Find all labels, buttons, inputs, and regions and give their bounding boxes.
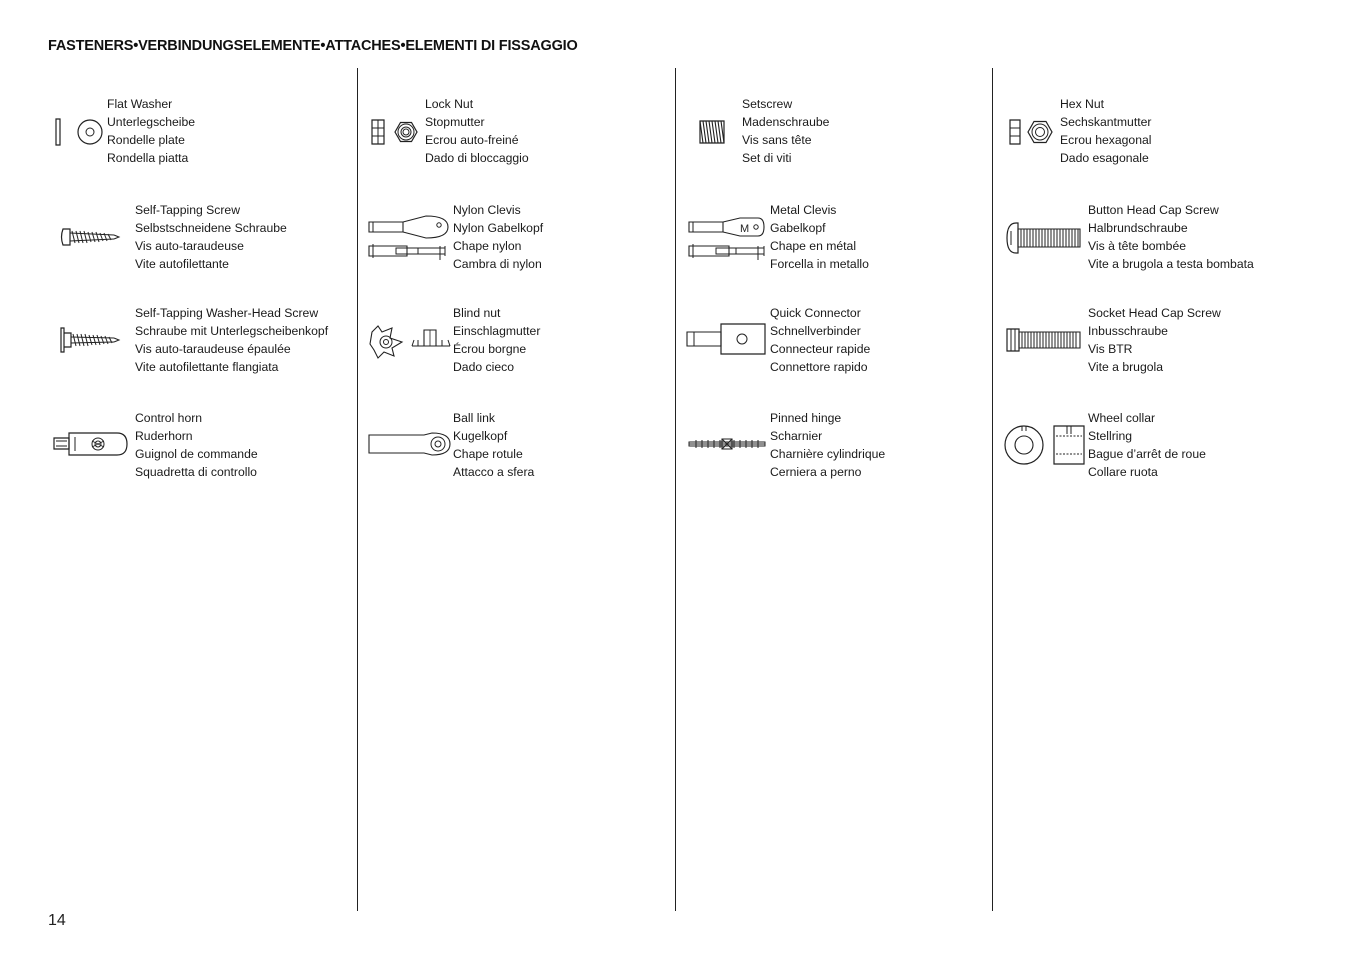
label-de: Stellring [1088,429,1133,443]
fastener-item-self-tapping-screw [48,201,348,277]
flat-washer-icon [54,117,104,147]
fastener-item-blind-nut [366,304,666,380]
label-it: Dado di bloccaggio [425,151,529,165]
fastener-item-washer-head-screw [48,304,348,380]
label-it: Attacco a sfera [453,465,535,479]
fastener-item-quick-connector [684,304,984,380]
label-en: Nylon Clevis [453,203,521,217]
label-it: Vite autofilettante flangiata [135,360,279,374]
label-fr: Écrou borgne [453,342,527,356]
fastener-item-ball-link [366,409,666,485]
label-en: Self-Tapping Washer-Head Screw [135,306,319,320]
nylon-clevis-icon [368,213,450,263]
label-it: Vite autofilettante [135,257,229,271]
socket-head-cap-screw-icon [1006,326,1082,354]
label-de: Selbstschneidene Schraube [135,221,287,235]
label-it: Vite a brugola [1088,360,1163,374]
fastener-item-hex-nut [1002,95,1302,171]
label-it: Collare ruota [1088,465,1158,479]
label-fr: Vis BTR [1088,342,1133,356]
label-fr: Rondelle plate [107,133,185,147]
column-divider [675,68,676,911]
label-it: Dado cieco [453,360,514,374]
label-it: Rondella piatta [107,151,189,165]
label-de: Stopmutter [425,115,485,129]
label-en: Setscrew [742,97,793,111]
label-de: Schraube mit Unterlegscheibenkopf [135,324,329,338]
label-de: Unterlegscheibe [107,115,196,129]
label-fr: Chape nylon [453,239,522,253]
label-de: Inbusschraube [1088,324,1168,338]
label-en: Metal Clevis [770,203,837,217]
label-de: Schnellverbinder [770,324,861,338]
label-de: Madenschraube [742,115,830,129]
fastener-item-setscrew [684,95,984,171]
label-en: Ball link [453,411,495,425]
label-en: Pinned hinge [770,411,842,425]
fastener-item-button-head-cap-screw [1002,201,1302,277]
setscrew-icon [698,119,726,145]
wheel-collar-icon [1003,423,1087,467]
label-de: Kugelkopf [453,429,508,443]
label-de: Ruderhorn [135,429,193,443]
label-fr: Vis à tête bombée [1088,239,1187,253]
label-en: Hex Nut [1060,97,1105,111]
label-de: Scharnier [770,429,823,443]
fastener-item-wheel-collar [1002,409,1302,485]
quick-connector-icon [686,320,768,360]
label-fr: Charnière cylindrique [770,447,886,461]
self-tapping-screw-icon [60,225,120,249]
label-fr: Ecrou hexagonal [1060,133,1152,147]
column-divider [992,68,993,911]
label-fr: Connecteur rapide [770,342,871,356]
label-en: Quick Connector [770,306,861,320]
label-fr: Ecrou auto-freiné [425,133,519,147]
column-divider [357,68,358,911]
label-de: Gabelkopf [770,221,826,235]
metal-clevis-icon [688,213,770,263]
label-it: Connettore rapido [770,360,868,374]
label-en: Socket Head Cap Screw [1088,306,1221,320]
label-fr: Chape en métal [770,239,857,253]
label-en: Blind nut [453,306,501,320]
fastener-item-control-horn [48,409,348,485]
fastener-item-metal-clevis [684,201,984,277]
label-fr: Vis auto-taraudeuse épaulée [135,342,291,356]
label-en: Wheel collar [1088,411,1156,425]
hex-nut-icon [1008,117,1058,147]
ball-link-icon [368,431,452,457]
label-en: Button Head Cap Screw [1088,203,1219,217]
label-de: Nylon Gabelkopf [453,221,544,235]
fastener-item-nylon-clevis [366,201,666,277]
label-fr: Bague d’arrêt de roue [1088,447,1206,461]
label-fr: Guignol de commande [135,447,258,461]
metal-clevis-mark: M [740,223,750,235]
label-fr: Vis sans tête [742,133,812,147]
pinned-hinge-icon [688,437,766,451]
lock-nut-icon [370,117,422,147]
blind-nut-icon [368,322,452,362]
label-it: Dado esagonale [1060,151,1149,165]
fastener-item-lock-nut [366,95,666,171]
button-head-cap-screw-icon [1006,221,1082,255]
control-horn-icon [53,431,129,457]
washer-head-screw-icon [60,326,120,354]
label-en: Lock Nut [425,97,474,111]
label-en: Control horn [135,411,203,425]
label-it: Set di viti [742,151,792,165]
label-it: Vite a brugola a testa bombata [1088,257,1254,271]
label-de: Einschlagmutter [453,324,541,338]
page-number: 14 [48,912,66,929]
label-en: Flat Washer [107,97,173,111]
label-it: Cerniera a perno [770,465,862,479]
label-it: Forcella in metallo [770,257,869,271]
label-fr: Chape rotule [453,447,523,461]
label-fr: Vis auto-taraudeuse [135,239,244,253]
fastener-item-pinned-hinge [684,409,984,485]
fastener-item-flat-washer [48,95,348,171]
label-it: Cambra di nylon [453,257,542,271]
label-en: Self-Tapping Screw [135,203,240,217]
page-title: FASTENERS•VERBINDUNGSELEMENTE•ATTACHES•ELEMENTI DI FISSAGGIO [48,38,578,54]
label-de: Halbrundschraube [1088,221,1188,235]
label-it: Squadretta di controllo [135,465,257,479]
fastener-item-socket-head-cap-screw [1002,304,1302,380]
label-de: Sechskantmutter [1060,115,1152,129]
